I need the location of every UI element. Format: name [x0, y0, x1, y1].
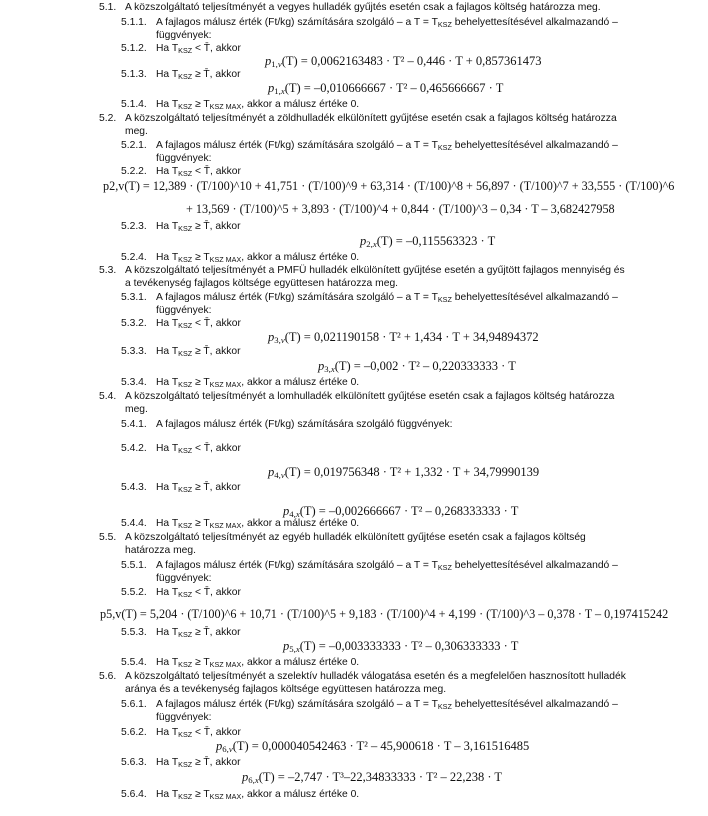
- section-5-6-heading: 5.6. A közszolgáltató teljesítményét a szelektív hulladék válogatása esetén és a megfelelően hasznosított hulladék: [99, 671, 626, 682]
- item-5-2-1: 5.2.1. A fajlagos málusz érték (Ft/kg) számítására szolgáló – a $T = T_{KSZ}$ behelyettesítésével alkalmazandó –: [121, 140, 618, 152]
- item-5-2-1-cont: függvények:: [156, 153, 212, 164]
- item-5-5-1-cont: függvények:: [156, 573, 212, 584]
- section-5-3-cont: a tevékenység fajlagos költsége együttesen határozza meg.: [125, 278, 399, 289]
- formula-p1x: $p_{1,x}(T) = -0,010666667 \cdot T^2 - 0,465666667 \cdot T$: [268, 81, 504, 96]
- section-5-5-cont: határozza meg.: [125, 545, 196, 556]
- formula-p2v-line1: p2,v(T) = 12,389 · (T/100)^10 + 41,751 · (T/100)^9 + 63,314 · (T/100)^8 + 56,897 · (T/100)^7 + 33,555 · (T/100)^6: [103, 179, 675, 193]
- formula-p2v-line2: + 13,569 · (T/100)^5 + 3,893 · (T/100)^4 + 0,844 · (T/100)^3 – 0,34 · T – 3,682427958: [186, 202, 615, 216]
- item-5-5-3: 5.5.3. Ha $T_{KSZ}$ ≥ T̄, akkor: [121, 627, 241, 639]
- item-5-3-3: 5.3.3. Ha $T_{KSZ}$ ≥ T̄, akkor: [121, 346, 241, 358]
- formula-p5x: $p_{5,x}(T) = -0,003333333 \cdot T^2 - 0,306333333 \cdot T$: [283, 639, 519, 654]
- item-5-5-1: 5.5.1. A fajlagos málusz érték (Ft/kg) számítására szolgáló – a $T = T_{KSZ}$ behelyettesítésével alkalmazandó –: [121, 560, 618, 572]
- item-5-6-4: 5.6.4. Ha $T_{KSZ} \ge T_{KSZ MAX}$, akkor a málusz értéke 0.: [121, 789, 360, 801]
- section-5-3-heading: 5.3. A közszolgáltató teljesítményét a PMFÜ hulladék elkülönített gyűjtése esetén a gyűjtött fajlagos mennyiség és: [99, 265, 625, 276]
- section-5-1-heading: 5.1. A közszolgáltató teljesítményét a vegyes hulladék gyűjtés esetén csak a fajlagos költség határozza meg.: [99, 2, 601, 13]
- section-5-6-cont: aránya és a tevékenység fajlagos költsége együttesen határozza meg.: [125, 684, 447, 695]
- item-5-2-4: 5.2.4. Ha $T_{KSZ} \ge T_{KSZ MAX}$, akkor a málusz értéke 0.: [121, 252, 360, 264]
- item-5-4-3: 5.4.3. Ha $T_{KSZ}$ ≥ T̄, akkor: [121, 482, 241, 494]
- section-5-4-heading: 5.4. A közszolgáltató teljesítményét a lomhulladék elkülönített gyűjtése esetén csak a fajlagos költség határozza: [99, 391, 615, 402]
- item-5-3-4: 5.3.4. Ha $T_{KSZ} \ge T_{KSZ MAX}$, akkor a málusz értéke 0.: [121, 377, 360, 389]
- item-5-1-1: 5.1.1. A fajlagos málusz érték (Ft/kg) számítására szolgáló – a $T = T_{KSZ}$ behelyettesítésével alkalmazandó –: [121, 17, 618, 29]
- item-5-1-1-cont: függvények:: [156, 30, 212, 41]
- formula-p3x: $p_{3,x}(T) = -0,002 \cdot T^2 - 0,220333333 \cdot T$: [318, 359, 516, 374]
- item-5-6-1: 5.6.1. A fajlagos málusz érték (Ft/kg) számítására szolgáló – a $T = T_{KSZ}$ behelyettesítésével alkalmazandó –: [121, 699, 618, 711]
- item-5-5-2: 5.5.2. Ha $T_{KSZ}$ < T̄, akkor: [121, 587, 241, 599]
- item-5-6-2: 5.6.2. Ha $T_{KSZ}$ < T̄, akkor: [121, 727, 241, 739]
- formula-p6x: $p_{6,x}(T) = -2,747 \cdot T^3-22,34833333 \cdot T^2 - 22,238 \cdot T$: [242, 770, 503, 785]
- item-5-4-4: 5.4.4. Ha $T_{KSZ} \ge T_{KSZ MAX}$, akkor a málusz értéke 0.: [121, 518, 360, 530]
- item-5-3-1: 5.3.1. A fajlagos málusz érték (Ft/kg) számítására szolgáló – a $T = T_{KSZ}$ behelyettesítésével alkalmazandó –: [121, 292, 618, 304]
- section-5-2-heading: 5.2. A közszolgáltató teljesítményét a zöldhulladék elkülönített gyűjtése esetén csak a fajlagos költség határozza: [99, 113, 617, 124]
- formula-p4v: $p_{4,v}(T) = 0,019756348 \cdot T^2 + 1,332 \cdot T + 34,79990139$: [268, 465, 540, 480]
- item-5-6-3: 5.6.3. Ha $T_{KSZ}$ ≥ T̄, akkor: [121, 757, 241, 769]
- item-5-6-1-cont: függvények:: [156, 712, 212, 723]
- formula-p5v: p5,v(T) = 5,204 · (T/100)^6 + 10,71 · (T/100)^5 + 9,183 · (T/100)^4 + 4,199 · (T/100)^3 – 0,378 · T – 0,197415242: [100, 607, 669, 621]
- item-5-1-4: 5.1.4. Ha $T_{KSZ} \ge T_{KSZ MAX}$, akkor a málusz értéke 0.: [121, 99, 360, 111]
- formula-p3v: $p_{3,v}(T) = 0,021190158 \cdot T^2 + 1,434 \cdot T + 34,94894372$: [268, 330, 539, 345]
- item-5-1-3: 5.1.3. Ha $T_{KSZ}$ ≥ T̄, akkor: [121, 69, 241, 81]
- section-5-5-heading: 5.5. A közszolgáltató teljesítményét az egyéb hulladék elkülönített gyűjtése esetén csak a fajlagos költség: [99, 532, 586, 543]
- formula-p2x: $p_{2,x}(T) = -0,115563323 \cdot T$: [360, 234, 496, 249]
- item-5-5-4: 5.5.4. Ha $T_{KSZ} \ge T_{KSZ MAX}$, akkor a málusz értéke 0.: [121, 657, 360, 669]
- section-5-4-cont: meg.: [125, 404, 148, 415]
- formula-p1v: $p_{1,v}(T) = 0,0062163483 \cdot T^2 - 0,446 \cdot T + 0,857361473$: [265, 54, 542, 69]
- formula-p4x: $p_{4,x}(T) = -0,002666667 \cdot T^2 - 0,268333333 \cdot T$: [283, 504, 519, 519]
- item-5-2-3: 5.2.3. Ha $T_{KSZ}$ ≥ T̄, akkor: [121, 221, 241, 233]
- item-5-2-2: 5.2.2. Ha $T_{KSZ}$ < T̄, akkor: [121, 166, 241, 178]
- section-5-2-cont: meg.: [125, 126, 148, 137]
- item-5-1-2: 5.1.2. Ha $T_{KSZ}$ < T̄, akkor: [121, 43, 241, 55]
- formula-p6v: $p_{6,v}(T) = 0,000040542463 \cdot T^2 - 45,900618 \cdot T - 3,161516485$: [216, 739, 530, 754]
- item-5-3-2: 5.3.2. Ha $T_{KSZ}$ < T̄, akkor: [121, 318, 241, 330]
- item-5-4-2: 5.4.2. Ha $T_{KSZ}$ < T̄, akkor: [121, 443, 241, 455]
- item-5-3-1-cont: függvények:: [156, 305, 212, 316]
- item-5-4-1: 5.4.1. A fajlagos málusz érték (Ft/kg) számítására szolgáló függvények:: [121, 419, 453, 430]
